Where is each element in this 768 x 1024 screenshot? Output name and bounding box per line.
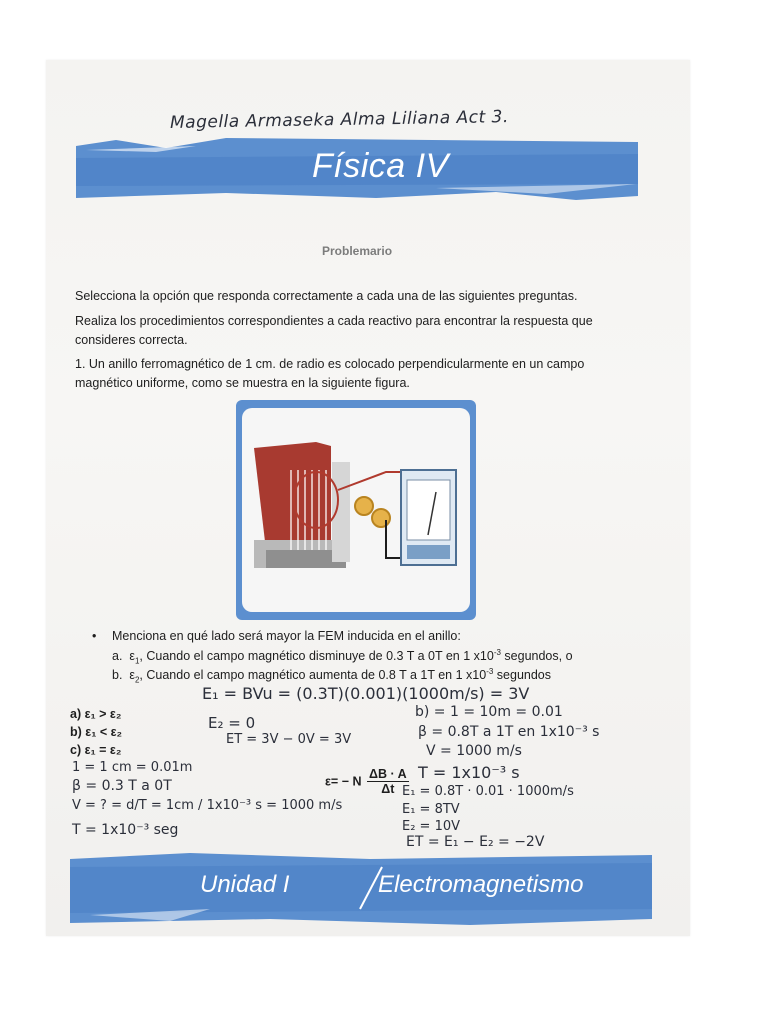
handwritten-line-4: b) = 1 = 10m = 0.01 bbox=[415, 704, 563, 720]
handwritten-author-name: Magella Armaseka Alma Liliana Act 3. bbox=[169, 107, 509, 133]
footer-unit-label: Unidad I bbox=[200, 871, 290, 898]
handwritten-line-10: E₂ = 10V bbox=[402, 819, 461, 834]
handwritten-line-1: E₁ = BVu = (0.3T)(0.001)(1000m/s) = 3V bbox=[202, 684, 530, 703]
question-1: 1. Un anillo ferromagnético de 1 cm. de radio es colocado perpendicularmente en un campo magnético uniforme, como se muestra en la siguiente figura. bbox=[75, 357, 585, 390]
footer-topic-label: Electromagnetismo bbox=[378, 871, 584, 898]
handwritten-line-15: T = 1x10⁻³ seg bbox=[72, 822, 179, 838]
handwritten-line-5: β = 0.8T a 1T en 1x10⁻³ s bbox=[418, 724, 600, 740]
answer-a: a) ε₁ > ε₂ bbox=[70, 707, 122, 721]
magnet-ring-figure bbox=[236, 400, 476, 620]
emf-formula: ε= − N $\frac{\Delta B \cdot A}{\Delta t}$ bbox=[325, 767, 407, 796]
option-b: b. $\varepsilon_2$, Cuando el campo magnético aumenta de 0.8 T a 1T en 1 $x10^{-3}$ segundos bbox=[112, 667, 551, 685]
handwritten-line-2: E₂ = 0 bbox=[208, 714, 256, 732]
handwritten-line-3: ET = 3V − 0V = 3V bbox=[226, 732, 352, 747]
handwritten-line-6: V = 1000 m/s bbox=[426, 743, 522, 759]
handwritten-line-7: T = 1x10⁻³ s bbox=[418, 763, 520, 782]
option-a: a. $\varepsilon_1$, Cuando el campo magnético disminuye de 0.3 T a 0T en 1 $x10^{-3}$ segundos, o bbox=[112, 648, 573, 666]
instruction-1: Selecciona la opción que responda correctamente a cada una de las siguientes preguntas. bbox=[75, 289, 578, 303]
handwritten-line-8: E₁ = 0.8T · 0.01 · 1000m/s bbox=[402, 784, 574, 799]
answer-b: b) ε₁ < ε₂ bbox=[70, 725, 123, 739]
handwritten-line-14: V = ? = d/T = 1cm / 1x10⁻³ s = 1000 m/s bbox=[72, 798, 343, 813]
instruction-2: Realiza los procedimientos correspondientes a cada reactivo para encontrar la respuesta que consideres correcta. bbox=[75, 314, 593, 347]
answer-c: c) ε₁ = ε₂ bbox=[70, 743, 122, 757]
course-title: Física IV bbox=[312, 147, 449, 185]
bullet-icon: • bbox=[92, 629, 97, 643]
handwritten-line-13: β = 0.3 T a 0T bbox=[72, 778, 172, 794]
handwritten-line-9: E₁ = 8TV bbox=[402, 802, 460, 817]
handwritten-line-11: ET = E₁ − E₂ = −2V bbox=[406, 834, 545, 850]
section-subtitle: Problemario bbox=[322, 244, 393, 258]
handwritten-line-12: 1 = 1 cm = 0.01m bbox=[72, 760, 193, 775]
